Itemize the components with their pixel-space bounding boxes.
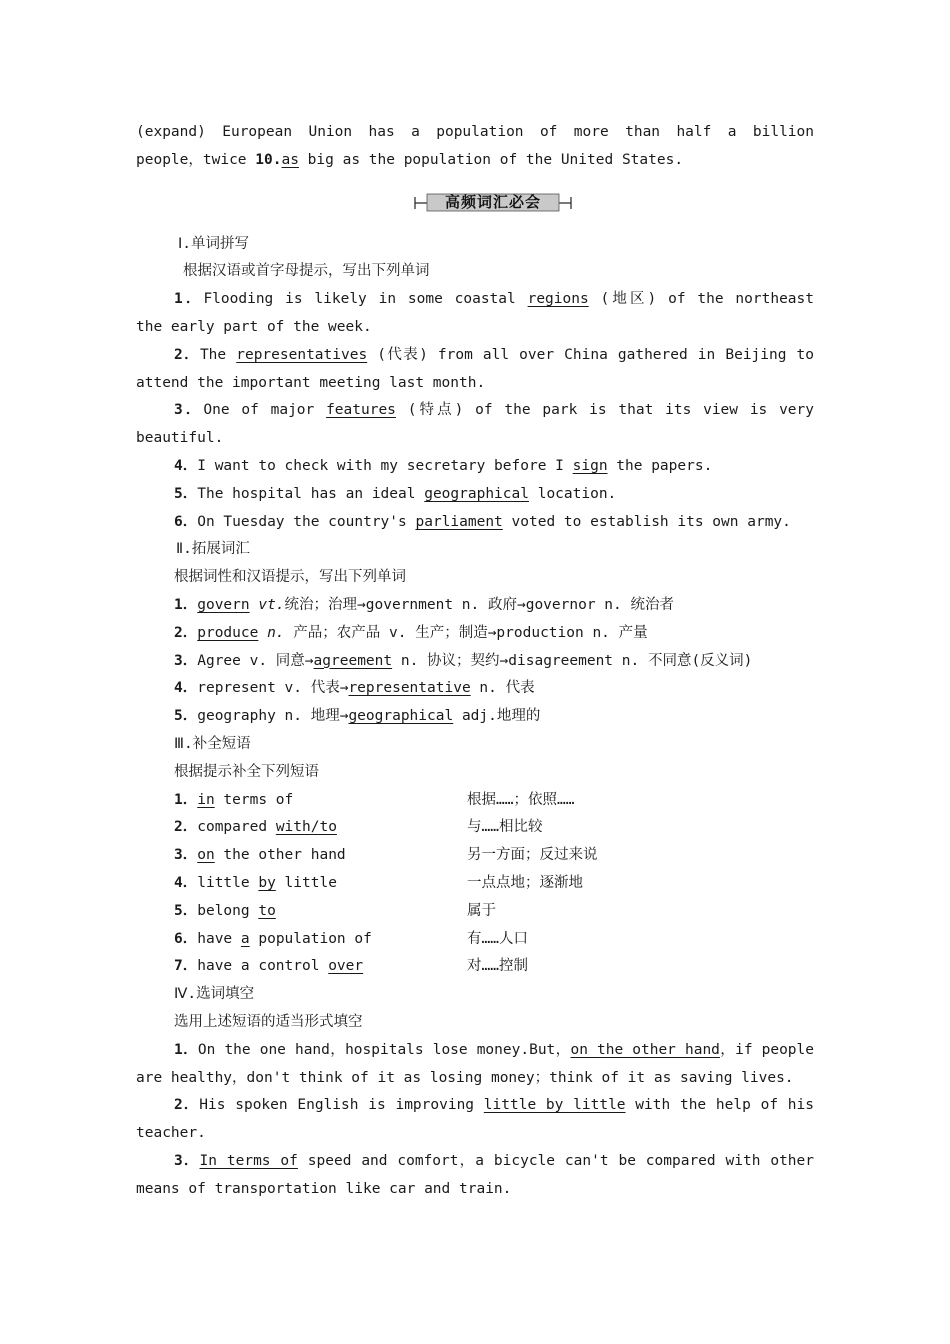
item-number: 3．: [174, 847, 198, 864]
item-number: 6．: [174, 513, 198, 530]
item-text: 统治；治理→government n. 政府→governor n. 统治者: [284, 596, 674, 613]
answer-blank: features: [326, 402, 396, 419]
answer-blank: to: [258, 902, 276, 919]
intro-line-2: [136, 147, 814, 175]
item-number: 5．: [174, 485, 198, 502]
answer-blank: geographical: [424, 485, 529, 502]
s1-item-2-cont: attend the important meeting last month.: [136, 374, 486, 391]
phrase-meaning: 有……人口: [467, 930, 528, 947]
item-text: have: [197, 930, 241, 947]
item-number: 1．: [174, 596, 198, 613]
item-number: 7．: [174, 958, 198, 975]
item-number: 6．: [174, 930, 198, 947]
item-text: n. 协议；契约→disagreement n. 不同意(反义词): [392, 652, 753, 669]
item-number: 2．: [174, 624, 198, 641]
item-text: n. 代表: [470, 680, 535, 697]
blank-number: 10.: [255, 151, 282, 168]
s4-item-2: [136, 1092, 814, 1120]
answer-blank: representative: [348, 680, 471, 697]
item-text: The: [199, 346, 237, 363]
item-text: the papers.: [607, 457, 713, 474]
s2-item-3: [136, 648, 814, 676]
item-number: 2．: [174, 819, 198, 836]
item-text: belong: [197, 902, 259, 919]
answer-blank: by: [258, 874, 276, 891]
item-text: 产品；农产品 v. 生产；制造→production n. 产量: [284, 624, 648, 641]
s4-item-2-cont: teacher.: [136, 1125, 206, 1142]
answer-blank: a: [240, 930, 250, 947]
item-text: compared: [197, 819, 276, 836]
s3-item-3: [136, 842, 814, 870]
item-number: 1．: [174, 791, 198, 808]
item-text: (地区) of the northeast: [600, 291, 814, 308]
item-number: 3．: [174, 1152, 200, 1169]
answer-blank: In terms of: [199, 1152, 298, 1169]
item-text: geography n. 地理→: [197, 708, 349, 725]
answer-blank: sign: [572, 457, 608, 474]
phrase-meaning: 一点点地；逐渐地: [467, 874, 583, 891]
section-3-instruction: 根据提示补全下列短语: [174, 763, 319, 780]
phrase-meaning: 与……相比较: [467, 819, 543, 836]
item-number: 1．: [174, 1041, 198, 1058]
s1-item-4: [136, 453, 814, 481]
item-number: 1．: [174, 291, 204, 308]
item-text: speed and comfort，a bicycle can't be compared with other: [297, 1152, 814, 1169]
answer-blank: as: [281, 151, 299, 168]
s4-item-1: [136, 1037, 814, 1065]
item-text: His spoken English is improving: [199, 1097, 484, 1114]
section-2-heading: Ⅱ.拓展词汇: [176, 541, 250, 558]
section-4-instruction: 选用上述短语的适当形式填空: [174, 1013, 363, 1030]
s4-item-1-cont: are healthy，don't think of it as losing money；think of it as saving lives.: [136, 1069, 794, 1086]
section-1-heading: Ⅰ.单词拼写: [178, 235, 250, 252]
s1-item-6: [136, 509, 814, 537]
item-text: terms of: [214, 791, 294, 808]
item-number: 2．: [174, 346, 200, 363]
item-text: voted to establish its own army.: [502, 513, 791, 530]
s3-item-2: [136, 814, 814, 842]
section-banner-row: [136, 175, 814, 231]
s2-item-1: [136, 592, 814, 620]
section-4-heading: Ⅳ.选词填空: [174, 986, 255, 1003]
s2-item-4: [136, 675, 814, 703]
s4-item-3: [136, 1148, 814, 1176]
item-text: I want to check with my secretary before I: [197, 457, 573, 474]
item-text: with the help of his: [625, 1097, 814, 1114]
section-banner: [413, 191, 573, 213]
item-text: location.: [528, 485, 617, 502]
s1-item-1-cont: the early part of the week.: [136, 318, 372, 335]
item-text: (特点) of the park is that its view is very: [395, 402, 814, 419]
phrase-meaning: 根据……；依照……: [467, 791, 575, 808]
answer-blank: with/to: [275, 819, 337, 836]
item-number: 3．: [174, 402, 204, 419]
intro-text: big as the population of the United States.: [298, 151, 684, 168]
s3-item-5: [136, 898, 814, 926]
item-text: One of major: [203, 402, 327, 419]
answer-blank: in: [197, 791, 215, 808]
phrase-meaning: 属于: [467, 902, 496, 919]
answer-blank: parliament: [415, 513, 503, 530]
item-text: population of: [249, 930, 372, 947]
item-text: adj.地理的: [453, 708, 541, 725]
intro-line-1: (expand) European Union has a population of more than half a billion: [136, 124, 814, 140]
answer-blank: agreement: [313, 652, 393, 669]
intro-text: people，twice: [136, 151, 256, 168]
item-text: On Tuesday the country's: [197, 513, 416, 530]
worksheet-page: [136, 119, 814, 1203]
answer-blank: on the other hand: [570, 1041, 720, 1058]
s1-item-1: [136, 286, 814, 314]
item-text: ，if people: [719, 1041, 814, 1058]
s1-item-2: [136, 342, 814, 370]
s4-item-3-cont: means of transportation like car and train.: [136, 1180, 512, 1197]
banner-title: 高频词汇必会: [444, 192, 541, 211]
s1-item-3: [136, 397, 814, 425]
part-of-speech: n.: [258, 624, 285, 641]
s3-item-6: [136, 926, 814, 954]
item-text: little: [197, 874, 259, 891]
answer-blank: regions: [527, 291, 589, 308]
item-text: Agree v. 同意→: [197, 652, 314, 669]
answer-blank: produce: [197, 624, 259, 641]
s2-item-5: [136, 703, 814, 731]
s1-item-3-cont: beautiful.: [136, 430, 224, 447]
item-text: Flooding is likely in some coastal: [203, 291, 528, 308]
item-text: On the one hand，hospitals lose money.But，: [197, 1041, 571, 1058]
phrase-meaning: 另一方面；反过来说: [467, 847, 598, 864]
item-text: (代表) from all over China gathered in Beijing to: [367, 346, 814, 363]
answer-blank: govern: [197, 596, 250, 613]
s3-item-4: [136, 870, 814, 898]
s2-item-2: [136, 620, 814, 648]
part-of-speech: vt.: [249, 596, 285, 613]
answer-blank: representatives: [236, 346, 368, 363]
s1-item-5: [136, 481, 814, 509]
item-text: The hospital has an ideal: [197, 485, 425, 502]
item-number: 5．: [174, 902, 198, 919]
s3-item-7: [136, 953, 814, 981]
item-text: little: [275, 874, 337, 891]
item-number: 4．: [174, 680, 198, 697]
answer-blank: on: [197, 847, 215, 864]
item-text: have a control: [197, 958, 329, 975]
answer-blank: little by little: [483, 1097, 626, 1114]
item-text: represent v. 代表→: [197, 680, 349, 697]
section-3-heading: Ⅲ.补全短语: [174, 735, 251, 752]
item-number: 3．: [174, 652, 198, 669]
s3-item-1: [136, 787, 814, 815]
answer-blank: geographical: [348, 708, 454, 725]
section-2-instruction: 根据词性和汉语提示，写出下列单词: [174, 569, 406, 586]
item-number: 4．: [174, 457, 198, 474]
item-number: 4．: [174, 874, 198, 891]
section-1-instruction: 根据汉语或首字母提示，写出下列单词: [183, 263, 430, 280]
phrase-meaning: 对……控制: [467, 958, 528, 975]
answer-blank: over: [328, 958, 364, 975]
item-number: 5．: [174, 708, 198, 725]
item-number: 2．: [174, 1097, 200, 1114]
item-text: the other hand: [214, 847, 346, 864]
